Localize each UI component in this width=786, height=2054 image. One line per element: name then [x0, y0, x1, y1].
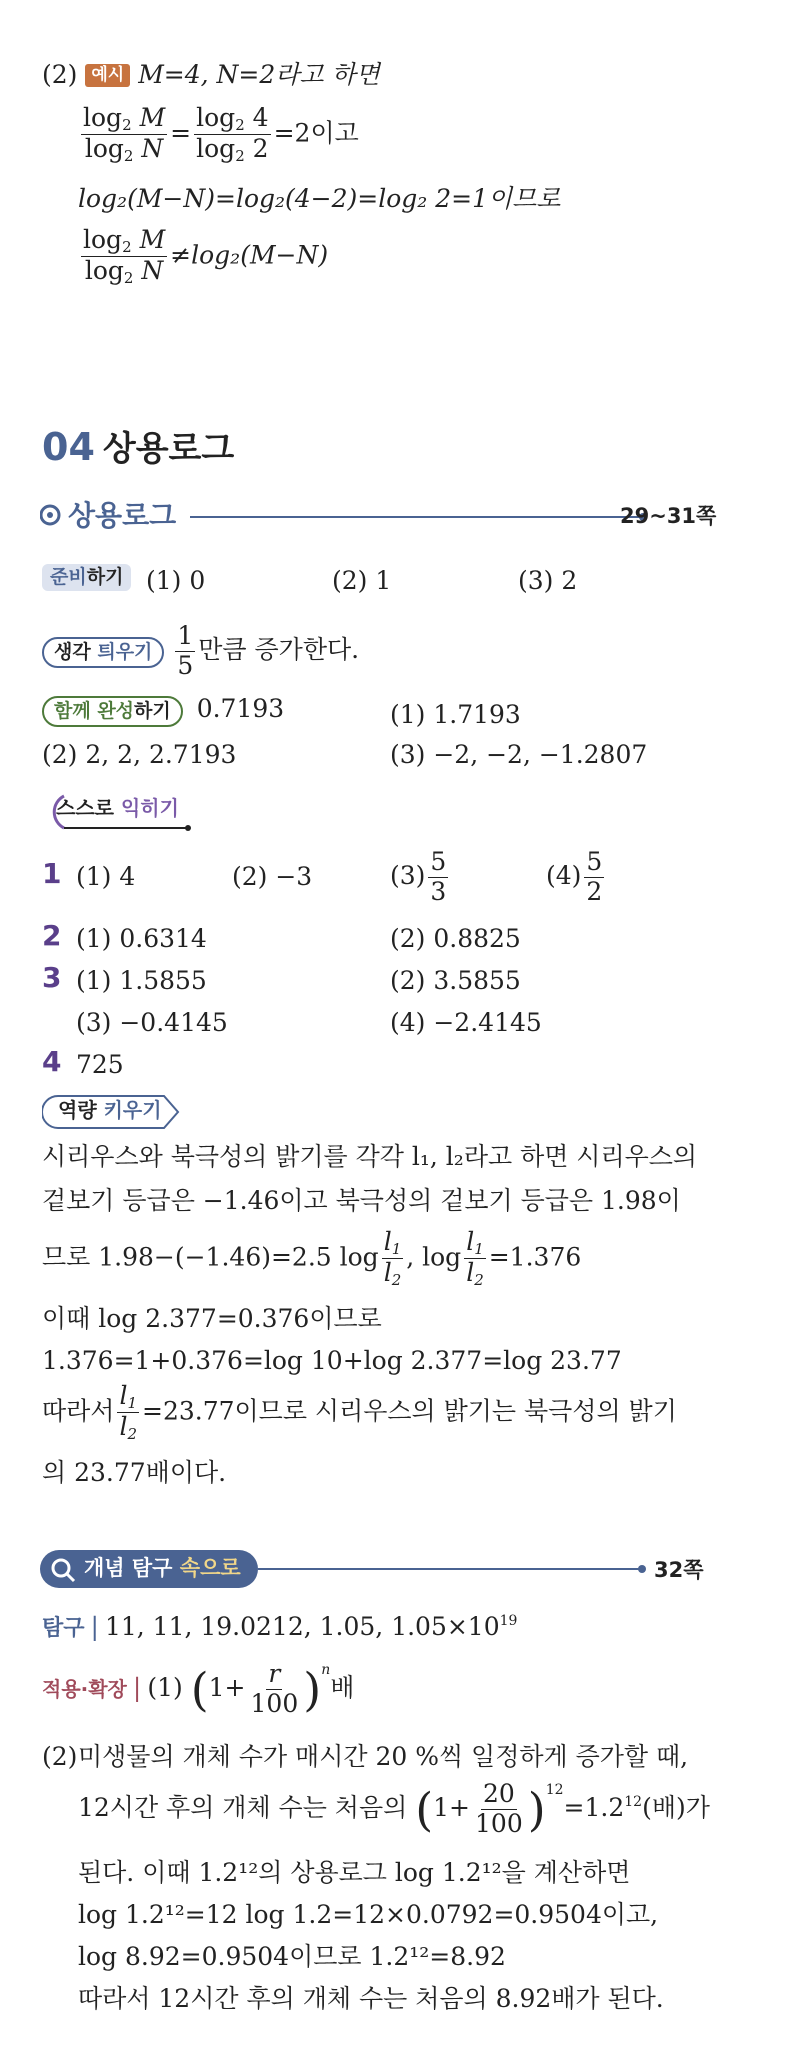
section-heading	[42, 425, 235, 469]
p2-line-3: 된다. 이때 1.2¹²의 상용로그 log 1.2¹²을 계산하면	[78, 1858, 631, 1887]
p2-line-4: log 1.2¹²=12 log 1.2=12×0.0792=0.9504이고,	[78, 1900, 659, 1929]
p2-number: (2)	[42, 1742, 78, 1771]
label-part: 하기	[134, 700, 171, 722]
item-label: (3)	[390, 860, 426, 890]
frac-num: 5	[430, 847, 447, 876]
q2-a: (1) 0.6314	[76, 924, 207, 953]
frac-den: 3	[430, 876, 447, 906]
label-part: 함께 완성	[54, 700, 135, 722]
q1-a: (1) 4	[76, 862, 136, 891]
q3-b: (2) 3.5855	[390, 966, 521, 995]
p2-line-5: log 8.92=0.9504이므로 1.2¹²=8.92	[78, 1942, 506, 1971]
ability-line-2: 겉보기 등급은 −1.46이고 북극성의 겉보기 등급은 1.98이	[42, 1186, 681, 1215]
apply-row: 적용·확장 | (1) (1+ $\frac{r}{100}$ )$^n$배	[42, 1659, 355, 1718]
prepare-item-3: (3) 2	[518, 566, 578, 595]
paren-close: )	[303, 1662, 322, 1717]
q3-d: (4) −2.4145	[390, 1008, 542, 1037]
explore-exponent: 19	[499, 1613, 518, 1629]
frac-num: 5	[586, 847, 603, 876]
q2-b: (2) 0.8825	[390, 924, 521, 953]
fraction-5-3	[428, 848, 448, 907]
together-item-1: (1) 1.7193	[390, 700, 521, 729]
apply-label: 적용·확장	[42, 1676, 127, 1701]
q1-number: 1	[42, 857, 62, 890]
frac-den: 5	[177, 650, 194, 680]
p2-line-2: 12시간 후의 개체 수는 처음의 (1+ $\frac{20}{100}$ )$^{12}=1.2^{12}$(배)가	[78, 1779, 710, 1838]
prepare-label	[42, 564, 131, 591]
q3-c: (3) −0.4145	[76, 1008, 228, 1037]
example-line-2: $\frac{\log_2 M}{\log_2 N}$ = $\frac{\log_2 4}{\log_2 2}$ =2이고	[83, 103, 359, 166]
together-label	[42, 696, 183, 727]
separator: |	[132, 1672, 142, 1702]
q3-a: (1) 1.5855	[76, 966, 207, 995]
label-part: 틔우기	[97, 640, 153, 663]
label-part: 익히기	[120, 796, 179, 820]
paren-open: (	[415, 1782, 434, 1837]
title-part: 개념 탐구	[84, 1556, 173, 1580]
fraction-one-fifth	[175, 622, 195, 681]
think-text: 만큼 증가한다.	[198, 634, 360, 664]
label-part: 생각	[54, 640, 91, 663]
example-tag: 예시	[85, 64, 130, 87]
example-text: M=4, N=2라고 하면	[138, 60, 380, 89]
apply-tail: 배	[330, 1672, 355, 1702]
ability-line-4: 이때 log 2.377=0.376이므로	[42, 1304, 382, 1333]
together-value: 0.7193	[196, 694, 285, 723]
ability-line-5: 1.376=1+0.376=log 10+log 2.377=log 23.77	[42, 1346, 622, 1375]
exponent-12b: 12	[624, 1793, 643, 1810]
prepare-item-1: (1) 0	[146, 566, 206, 595]
ability-text: 므로 1.98−(−1.46)=2.5 log	[42, 1242, 379, 1272]
apply-item: (1)	[147, 1672, 183, 1702]
fraction-l1-l2-b: $\frac{l_1}{l_2}$	[466, 1227, 484, 1290]
p2-line-6: 따라서 12시간 후의 개체 수는 처음의 8.92배가 된다.	[78, 1984, 664, 2013]
explore-row	[42, 1614, 517, 1640]
subheading-title: 상용로그	[68, 499, 177, 532]
paren-open: (	[190, 1662, 209, 1717]
fraction-5-2	[584, 848, 604, 907]
section-title: 상용로그	[102, 429, 235, 469]
ability-text: , log	[406, 1242, 462, 1272]
ability-line-1: 시리우스와 북극성의 밝기를 각각 l₁, l₂라고 하면 시리우스의	[42, 1142, 698, 1171]
label-part: 스스로	[56, 796, 114, 820]
prepare-item-2: (2) 1	[332, 566, 392, 595]
fraction-l1-l2: $\frac{l_1}{l_2}$	[383, 1227, 402, 1290]
paren-close: )	[527, 1782, 546, 1837]
ability-label-text	[58, 1100, 162, 1120]
ability-text: 따라서	[42, 1396, 115, 1426]
together-row	[42, 696, 284, 727]
p2-text: 12시간 후의 개체 수는 처음의	[78, 1792, 408, 1822]
p2-text: (배)가	[642, 1792, 710, 1822]
subheading-pages: 29~31쪽	[620, 504, 717, 528]
explore-text: 11, 11, 19.0212, 1.05, 1.05×10	[104, 1612, 500, 1641]
separator: |	[90, 1612, 99, 1641]
fraction-l1-l2-c: $\frac{l_1}{l_2}$	[119, 1381, 137, 1444]
self-label-text	[56, 798, 179, 818]
label-part: 하기	[86, 566, 124, 588]
example-line-1	[42, 62, 380, 87]
magnifier-icon	[50, 1557, 76, 1583]
ability-line-6	[42, 1382, 677, 1444]
fraction-20-100: $\frac{20}{100}$	[475, 1779, 523, 1838]
q3-number: 3	[42, 961, 62, 994]
fraction-log4-log2: $\frac{\log_2 4}{\log_2 2}$	[196, 103, 269, 166]
q1-c	[390, 848, 451, 907]
concept-pages: 32쪽	[654, 1558, 704, 1582]
concept-title	[84, 1558, 241, 1579]
fraction-logM-logN-2: $\frac{\log_2 M}{\log_2 N}$	[83, 225, 166, 288]
frac-den: 2	[586, 876, 603, 906]
example-text: =2이고	[273, 118, 359, 148]
label-part: 준비	[50, 566, 87, 588]
frac-num: 1	[177, 621, 194, 650]
explore-label: 탐구	[42, 1616, 85, 1641]
item-number: (2)	[42, 60, 78, 89]
example-line-3: log₂(M−N)=log₂(4−2)=log₂ 2=1이므로	[78, 184, 561, 213]
ability-text: =1.376	[488, 1242, 582, 1272]
item-label: (4)	[546, 860, 582, 890]
p2-line-1: 미생물의 개체 수가 매시간 20 %씩 일정하게 증가할 때,	[78, 1742, 689, 1771]
together-item-2: (2) 2, 2, 2.7193	[42, 740, 237, 769]
p2-text: =1.2	[563, 1792, 625, 1822]
section-number: 04	[42, 425, 95, 469]
q2-number: 2	[42, 919, 62, 952]
exponent-12: 12	[545, 1781, 564, 1798]
ability-text: =23.77이므로 시리우스의 밝기는 북극성의 밝기	[142, 1396, 677, 1426]
q1-b: (2) −3	[232, 862, 313, 891]
together-item-3: (3) −2, −2, −1.2807	[390, 740, 648, 769]
q4-number: 4	[42, 1045, 62, 1078]
think-label	[42, 637, 164, 668]
ability-line-7: 의 23.77배이다.	[42, 1458, 227, 1487]
q1-d	[546, 848, 607, 907]
fraction-logM-logN: $\frac{\log_2 M}{\log_2 N}$	[83, 103, 166, 166]
prepare-row	[42, 562, 131, 591]
think-row	[42, 622, 359, 681]
ability-line-3	[42, 1228, 581, 1290]
title-part: 속으로	[179, 1556, 241, 1580]
example-text: ≠log₂(M−N)	[170, 240, 329, 270]
label-part: 키우기	[103, 1098, 162, 1122]
fraction-r-100: $\frac{r}{100}$	[250, 1659, 299, 1718]
example-line-4	[78, 226, 328, 288]
q4-a: 725	[76, 1050, 124, 1079]
exponent-n: n	[321, 1661, 331, 1678]
label-part: 역량	[58, 1098, 97, 1122]
